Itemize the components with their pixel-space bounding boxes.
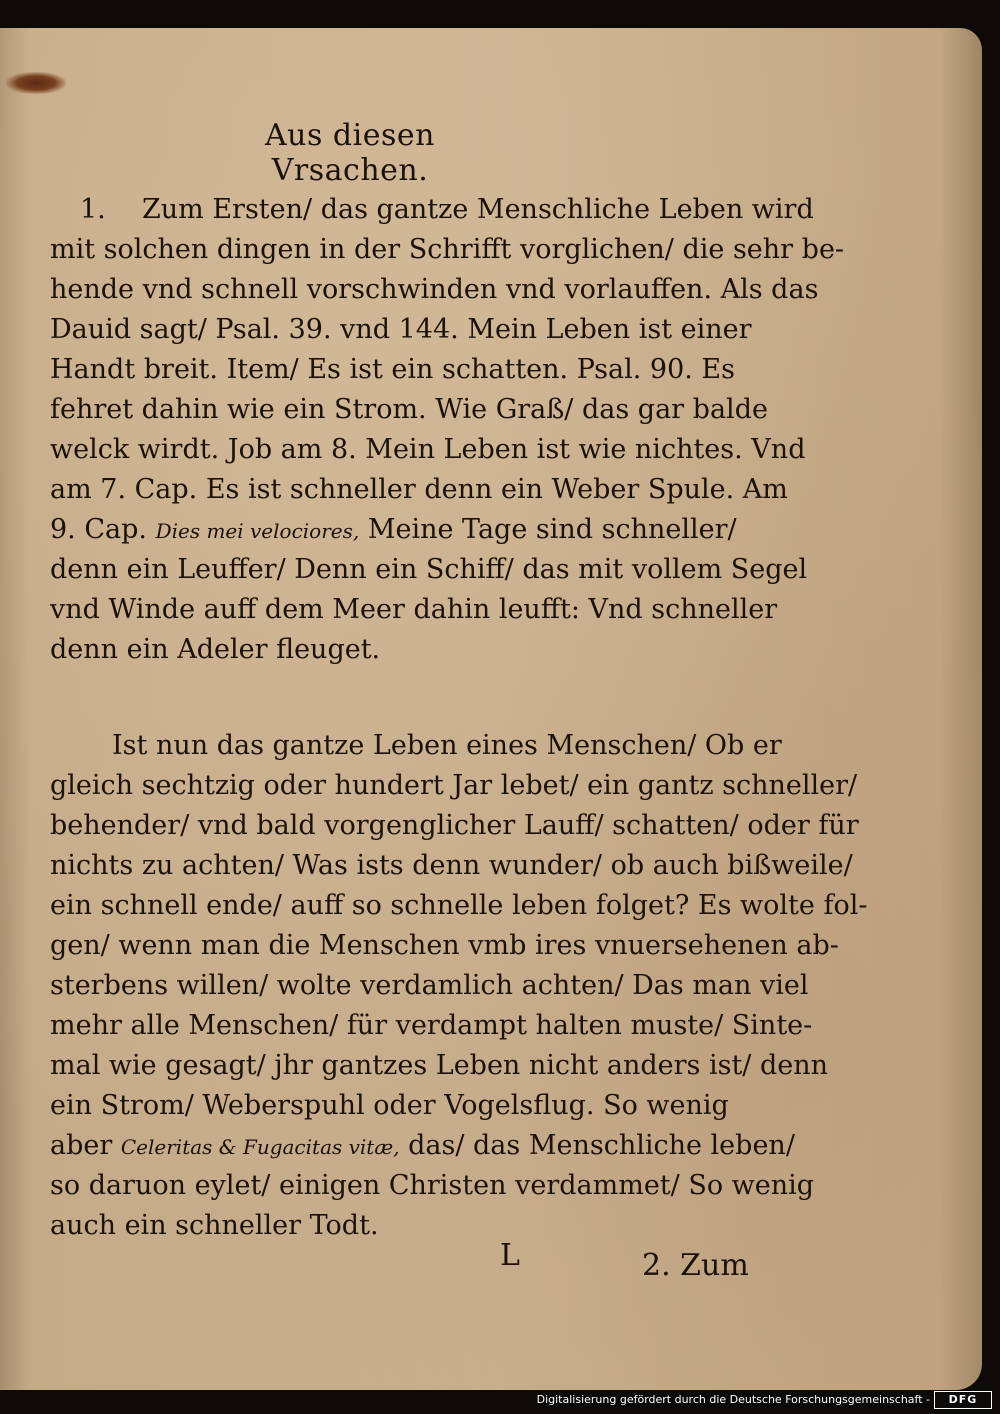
text-line: hende vnd schnell vorschwinden vnd vorlauffen. Als das	[50, 274, 819, 305]
text-line: so daruon eylet/ einigen Christen verdammet/ So wenig	[50, 1170, 815, 1201]
text-line: mal wie gesagt/ jhr gantzes Leben nicht anders ist/ denn	[50, 1050, 829, 1081]
text-line: ein Strom/ Weberspuhl oder Vogelsflug. So wenig	[50, 1090, 729, 1121]
text-line	[50, 190, 840, 230]
text-line: Ist nun das gantze Leben eines Menschen/ Ob er	[112, 730, 782, 761]
latin-quote: Celeritas & Fugacitas vitæ,	[120, 1135, 400, 1159]
latin-quote: Dies mei velociores,	[155, 519, 360, 543]
text-line: vnd Winde auff dem Meer dahin leufft: Vnd schneller	[50, 594, 778, 625]
text-line: ein schnell ende/ auff so schnelle leben folget? Es wolte fol-	[50, 890, 868, 921]
text-line: am 7. Cap. Es ist schneller denn ein Weber Spule. Am	[50, 474, 788, 505]
text-line: mehr alle Menschen/ für verdampt halten muste/ Sinte-	[50, 1010, 813, 1041]
book-page	[0, 28, 982, 1390]
text-line: welck wirdt. Job am 8. Mein Leben ist wie nichtes. Vnd	[50, 434, 806, 465]
text-line: denn ein Leuffer/ Denn ein Schiff/ das mit vollem Segel	[50, 554, 808, 585]
text-line: nichts zu achten/ Was ists denn wunder/ ob auch bißweile/	[50, 850, 853, 881]
line-text: aber	[50, 1130, 113, 1161]
item-number: 1.	[80, 194, 106, 225]
signature-mark: L	[500, 1238, 520, 1273]
page-footer	[500, 1238, 800, 1288]
line-text: 9. Cap.	[50, 514, 147, 545]
catchword: 2. Zum	[642, 1248, 749, 1283]
text-line: sterbens willen/ wolte verdamlich achten/ Das man viel	[50, 970, 809, 1001]
text-line: mit solchen dingen in der Schrifft vorglichen/ die sehr be-	[50, 234, 845, 265]
line-text: Meine Tage sind schneller/	[367, 514, 737, 545]
text-line: denn ein Adeler fleuget.	[50, 634, 381, 665]
text-line: gleich sechtzig oder hundert Jar lebet/ ein gantz schneller/	[50, 770, 858, 801]
text-line: gen/ wenn man die Menschen vmb ires vnuersehenen ab-	[50, 930, 839, 961]
text-line: fehret dahin wie ein Strom. Wie Graß/ das gar balde	[50, 394, 768, 425]
dfg-logo: DFG	[934, 1391, 992, 1409]
paragraph-1	[50, 190, 845, 670]
digitization-credit: Digitalisierung gefördert durch die Deutsche Forschungsgemeinschaft -	[536, 1393, 930, 1406]
paragraph-2	[50, 726, 868, 1246]
paragraph-gap	[50, 670, 840, 726]
ink-stain	[6, 72, 66, 94]
text-line	[50, 1126, 840, 1166]
text-line: Handt breit. Item/ Es ist ein schatten. Psal. 90. Es	[50, 354, 735, 385]
text-line: behender/ vnd bald vorgenglicher Lauff/ schatten/ oder für	[50, 810, 859, 841]
line-text: Zum Ersten/ das gantze Menschliche Leben wird	[142, 194, 814, 225]
text-line	[50, 510, 840, 550]
text-line: Dauid sagt/ Psal. 39. vnd 144. Mein Leben ist einer	[50, 314, 752, 345]
line-text: das/ das Menschliche leben/	[408, 1130, 795, 1161]
page-text	[50, 118, 868, 1246]
text-line: auch ein schneller Todt.	[50, 1210, 379, 1241]
section-header: Aus diesen Vrsachen.	[265, 118, 435, 188]
